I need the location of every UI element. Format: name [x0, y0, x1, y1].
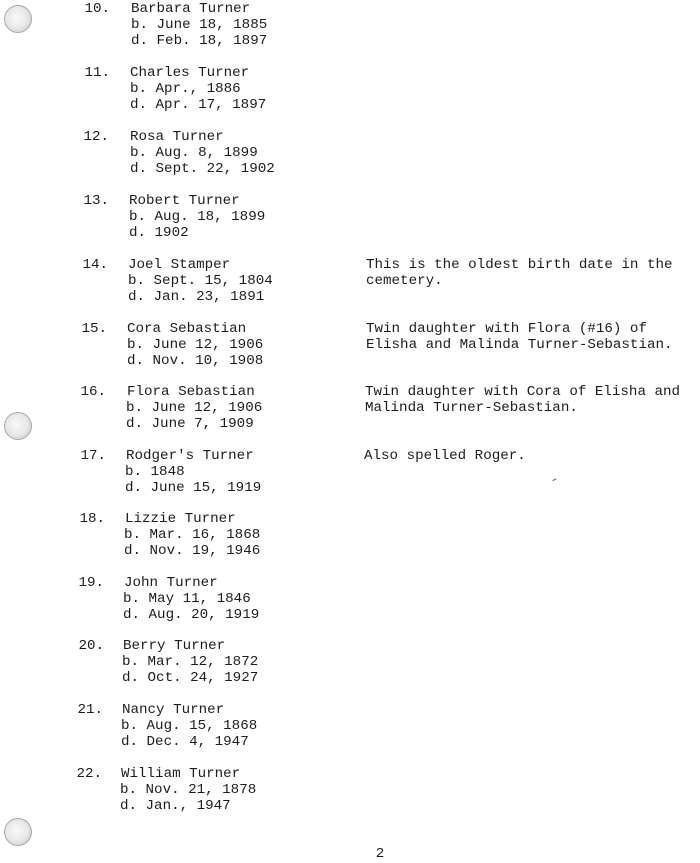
- death-date: d. Nov. 19, 1946: [124, 543, 261, 559]
- birth-date: b. Aug. 15, 1868: [121, 718, 258, 734]
- death-date: d. 1902: [129, 225, 189, 241]
- death-date: d. Aug. 20, 1919: [123, 607, 260, 623]
- entry-note: [366, 257, 700, 289]
- entry-note: [364, 448, 700, 464]
- note-line: Twin daughter with Flora (#16) of: [366, 321, 647, 337]
- entry-note: [366, 321, 700, 353]
- note-line: Also spelled Roger.: [364, 448, 526, 464]
- entry-details: [129, 193, 265, 241]
- entry-number: 14.: [82, 257, 108, 273]
- person-name: Flora Sebastian: [127, 384, 255, 400]
- entry-number: 17.: [80, 448, 106, 464]
- burial-entry: [0, 193, 700, 249]
- person-name: Cora Sebastian: [127, 321, 247, 337]
- death-date: d. June 7, 1909: [126, 416, 254, 432]
- burial-entry: [0, 65, 700, 121]
- entry-details: [122, 702, 257, 750]
- birth-date: b. Apr., 1886: [130, 81, 241, 97]
- person-name: John Turner: [124, 575, 218, 591]
- entry-details: [126, 448, 261, 496]
- death-date: d. Apr. 17, 1897: [130, 97, 267, 113]
- person-name: Robert Turner: [129, 193, 240, 209]
- entry-details: [127, 321, 263, 369]
- birth-date: b. June 18, 1885: [131, 17, 268, 33]
- burial-entry: [0, 766, 700, 822]
- note-line: This is the oldest birth date in the: [366, 257, 673, 273]
- entry-details: [125, 511, 260, 559]
- entry-details: [123, 638, 258, 686]
- death-date: d. Sept. 22, 1902: [130, 161, 275, 177]
- burial-entry: [0, 511, 700, 567]
- entry-details: [128, 257, 273, 305]
- entry-details: [121, 766, 256, 814]
- burial-entry: [0, 1, 700, 57]
- note-line: Malinda Turner-Sebastian.: [365, 400, 578, 416]
- entry-number: 10.: [84, 1, 110, 17]
- birth-date: b. Mar. 16, 1868: [124, 527, 261, 543]
- burial-entry: [0, 384, 700, 440]
- person-name: Berry Turner: [123, 638, 226, 654]
- person-name: William Turner: [121, 766, 241, 782]
- entry-number: 19.: [78, 575, 104, 591]
- entry-number: 16.: [80, 384, 106, 400]
- person-name: Rosa Turner: [130, 129, 224, 145]
- entry-details: [127, 384, 262, 432]
- entry-number: 12.: [83, 129, 109, 145]
- death-date: d. Jan., 1947: [120, 798, 231, 814]
- death-date: d. Feb. 18, 1897: [131, 33, 268, 49]
- entry-details: [124, 575, 259, 623]
- entry-note: [365, 384, 700, 416]
- person-name: Nancy Turner: [122, 702, 225, 718]
- birth-date: b. June 12, 1906: [126, 400, 263, 416]
- birth-date: b. Sept. 15, 1804: [128, 273, 273, 289]
- entry-details: [130, 129, 275, 177]
- birth-date: b. 1848: [125, 464, 185, 480]
- person-name: Barbara Turner: [131, 1, 251, 17]
- birth-date: b. May 11, 1846: [123, 591, 251, 607]
- burial-entry: [0, 321, 700, 377]
- punch-hole-bottom: [4, 818, 32, 846]
- birth-date: b. Aug. 18, 1899: [129, 209, 266, 225]
- note-line: Twin daughter with Cora of Elisha and: [365, 384, 681, 400]
- entry-number: 18.: [79, 511, 105, 527]
- person-name: Charles Turner: [130, 65, 250, 81]
- entry-details: [130, 65, 266, 113]
- note-line: cemetery.: [366, 273, 443, 289]
- entry-number: 22.: [76, 766, 102, 782]
- death-date: d. Jan. 23, 1891: [128, 289, 265, 305]
- entry-number: 20.: [78, 638, 104, 654]
- death-date: d. Dec. 4, 1947: [121, 734, 249, 750]
- entry-number: 21.: [77, 702, 103, 718]
- birth-date: b. Aug. 8, 1899: [130, 145, 258, 161]
- entry-number: 15.: [81, 321, 107, 337]
- birth-date: b. Mar. 12, 1872: [122, 654, 259, 670]
- birth-date: b. June 12, 1906: [127, 337, 264, 353]
- burial-entry: [0, 257, 700, 313]
- death-date: d. Nov. 10, 1908: [127, 353, 264, 369]
- person-name: Rodger's Turner: [126, 448, 254, 464]
- burial-entry: [0, 129, 700, 185]
- burial-entry: [0, 448, 700, 504]
- note-line: Elisha and Malinda Turner-Sebastian.: [366, 337, 673, 353]
- birth-date: b. Nov. 21, 1878: [120, 782, 257, 798]
- person-name: Joel Stamper: [128, 257, 231, 273]
- burial-entry: [0, 638, 700, 694]
- page-number: 2: [375, 846, 385, 862]
- entry-number: 13.: [83, 193, 109, 209]
- person-name: Lizzie Turner: [125, 511, 236, 527]
- death-date: d. Oct. 24, 1927: [122, 670, 259, 686]
- burial-entry: [0, 575, 700, 631]
- death-date: d. June 15, 1919: [125, 480, 262, 496]
- entry-details: [131, 1, 267, 49]
- entry-number: 11.: [84, 65, 110, 81]
- burial-entry: [0, 702, 700, 758]
